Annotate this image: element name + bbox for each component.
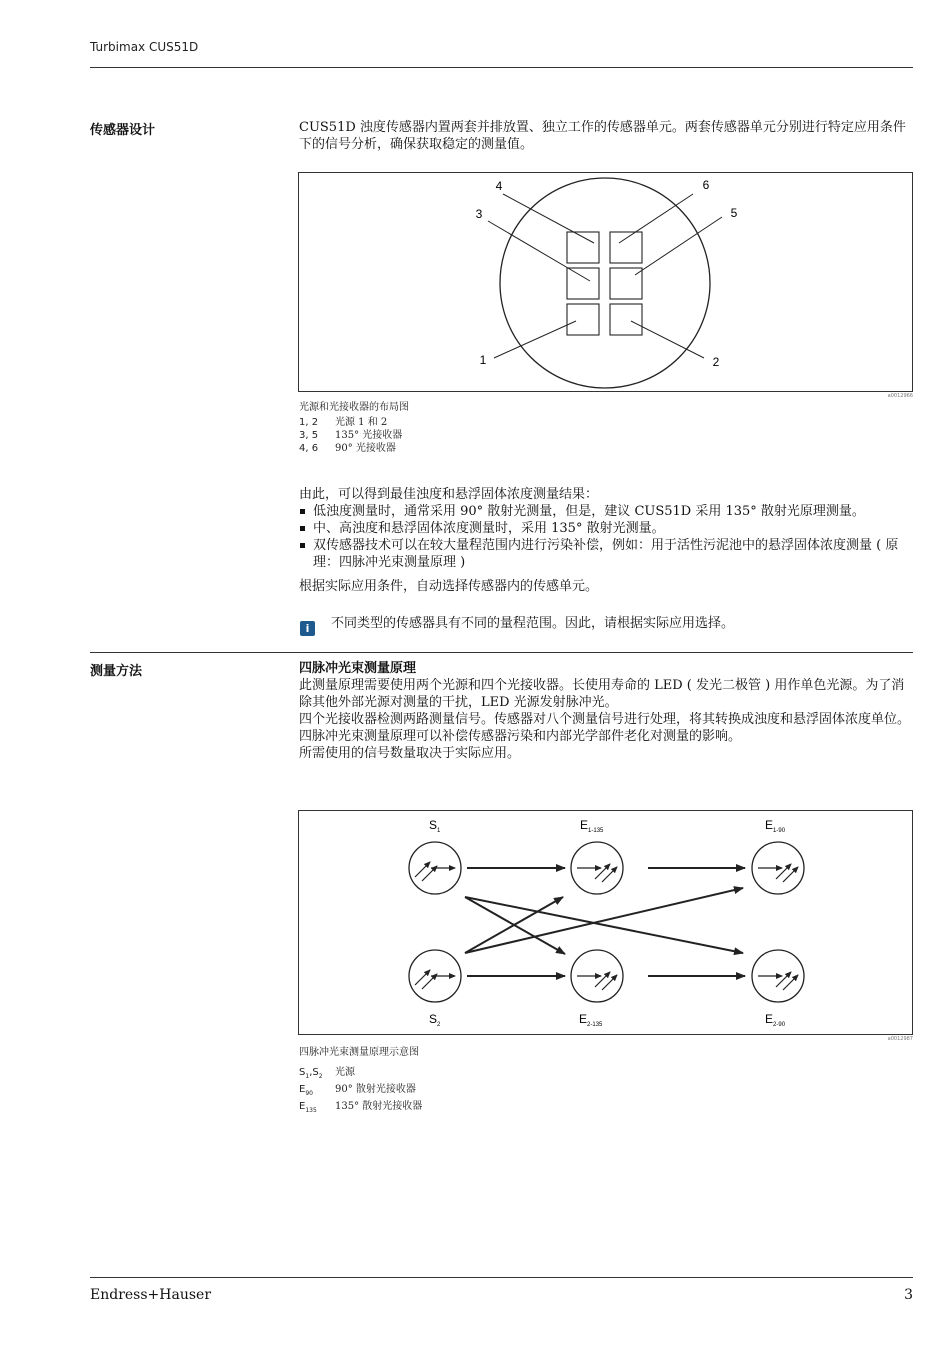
four-beam-legend [299, 1066, 422, 1117]
callout-label-6: 6 [702, 178, 710, 192]
results-bullet: 低浊度测量时，通常采用 90° 散射光测量，但是，建议 CUS51D 采用 135° 散射光原理测量。 [299, 503, 913, 520]
sensor-layout-figure [298, 172, 913, 392]
method-paragraph: 四个光接收器检测两路测量信号。传感器对八个测量信号进行处理，将其转换成浊度和悬浮固体浓度单位。 [299, 712, 911, 727]
method-paragraph: 四脉冲光束测量原理可以补偿传感器污染和内部光学部件老化对测量的影响。 [299, 729, 742, 744]
sensor-layout-legend [299, 416, 402, 455]
callout-label-5: 5 [730, 206, 738, 220]
method-paragraph: 此测量原理需要使用两个光源和四个光接收器。长使用寿命的 LED ( 发光二极管 ) 用作单色光源。为了消除其他外部光源对测量的干扰，LED 光源发射脉冲光。 [299, 678, 905, 710]
leader-line-4 [503, 194, 594, 243]
node-label-e1-135: $E_{1-135}$ [580, 818, 604, 834]
node-label-e2-90: $E_{2-90}$ [765, 1012, 786, 1028]
node-label-e1-90: $E_{1-90}$ [765, 818, 786, 834]
measurement-results-block [299, 486, 913, 595]
results-bullet: 中、高浊度和悬浮固体浓度测量时，采用 135° 散射光测量。 [299, 520, 913, 537]
legend-text: 135° 散射光接收器 [335, 1101, 423, 1112]
auto-select-note: 根据实际应用条件，自动选择传感器内的传感单元。 [299, 579, 599, 594]
figure-id-sensor-layout: a0012966 [887, 393, 913, 399]
sensor-layout-caption: 光源和光接收器的布局图 [299, 402, 409, 413]
source-1-square [567, 304, 599, 335]
sensor-layout-diagram [299, 173, 912, 391]
legend-key: $E_{90}$ [299, 1084, 313, 1097]
legend-text: 135° 光接收器 [335, 430, 403, 441]
legend-key: $E_{135}$ [299, 1101, 317, 1114]
footer-rule [90, 1277, 913, 1278]
legend-row [299, 442, 402, 455]
beam-arrow [465, 897, 743, 953]
light-source-s2-icon [409, 950, 461, 1002]
legend-key: 3, 5 [299, 430, 319, 441]
receiver-e2-135-icon [571, 950, 623, 1002]
legend-key: 1, 2 [299, 417, 319, 428]
legend-row [299, 429, 402, 442]
source-2-square [610, 304, 642, 335]
header-rule [90, 67, 913, 68]
section-heading-sensor-design: 传感器设计 [90, 123, 156, 138]
callout-label-1: 1 [479, 353, 487, 367]
sensor-design-intro: CUS51D 浊度传感器内置两套并排放置、独立工作的传感器单元。两套传感器单元分别进行特定应用条件下的信号分析，确保获取稳定的测量值。 [299, 120, 906, 152]
receiver-e1-90-icon [752, 842, 804, 894]
measuring-method-block [299, 660, 913, 762]
leader-line-3 [488, 221, 590, 281]
four-beam-caption: 四脉冲光束测量原理示意图 [299, 1047, 419, 1058]
leader-line-6 [619, 194, 693, 243]
legend-row [299, 1066, 422, 1083]
legend-row [299, 416, 402, 429]
legend-text: 90° 散射光接收器 [335, 1084, 416, 1095]
legend-text: 光源 [335, 1067, 355, 1078]
section-heading-measuring-method: 测量方法 [90, 664, 143, 679]
node-label-e2-135: $E_{2-135}$ [579, 1012, 603, 1028]
section-divider [90, 652, 913, 653]
document-header-title: Turbimax CUS51D [90, 40, 199, 54]
legend-text: 90° 光接收器 [335, 443, 396, 454]
callout-label-4: 4 [495, 179, 503, 193]
receiver-e2-90-icon [752, 950, 804, 1002]
info-icon: i [300, 621, 315, 636]
callout-label-2: 2 [712, 355, 720, 369]
receiver-6-square [610, 232, 642, 263]
receiver-3-square [567, 268, 599, 299]
info-note-text: 不同类型的传感器具有不同的量程范围。因此，请根据实际应用选择。 [331, 616, 735, 631]
figure-id-four-beam: a0012987 [887, 1036, 913, 1042]
receiver-5-square [610, 268, 642, 299]
receiver-e1-135-icon [571, 842, 623, 894]
legend-text: 光源 1 和 2 [335, 417, 388, 428]
legend-key: 4, 6 [299, 443, 319, 454]
results-bullet-list [299, 503, 913, 571]
footer-brand: Endress+Hauser [90, 1287, 212, 1303]
four-beam-figure [298, 810, 913, 1035]
results-intro: 由此，可以得到最佳浊度和悬浮固体浓度测量结果： [299, 487, 599, 502]
legend-row [299, 1083, 422, 1100]
results-bullet: 双传感器技术可以在较大量程范围内进行污染补偿，例如：用于活性污泥池中的悬浮固体浓度测量 ( 原理：四脉冲光束测量原理 ) [299, 537, 913, 571]
page-number: 3 [904, 1287, 913, 1303]
subheading-four-beam: 四脉冲光束测量原理 [299, 661, 417, 676]
leader-line-1 [494, 321, 576, 358]
legend-key: $S_1,S_2$ [299, 1067, 323, 1080]
light-source-s1-icon [409, 842, 461, 894]
node-label-s2: $S_2$ [429, 1012, 441, 1028]
method-paragraph: 所需使用的信号数量取决于实际应用。 [299, 746, 521, 761]
node-label-s1: $S_1$ [429, 818, 441, 834]
legend-row [299, 1100, 422, 1117]
callout-label-3: 3 [475, 207, 483, 221]
four-beam-diagram [299, 811, 912, 1034]
